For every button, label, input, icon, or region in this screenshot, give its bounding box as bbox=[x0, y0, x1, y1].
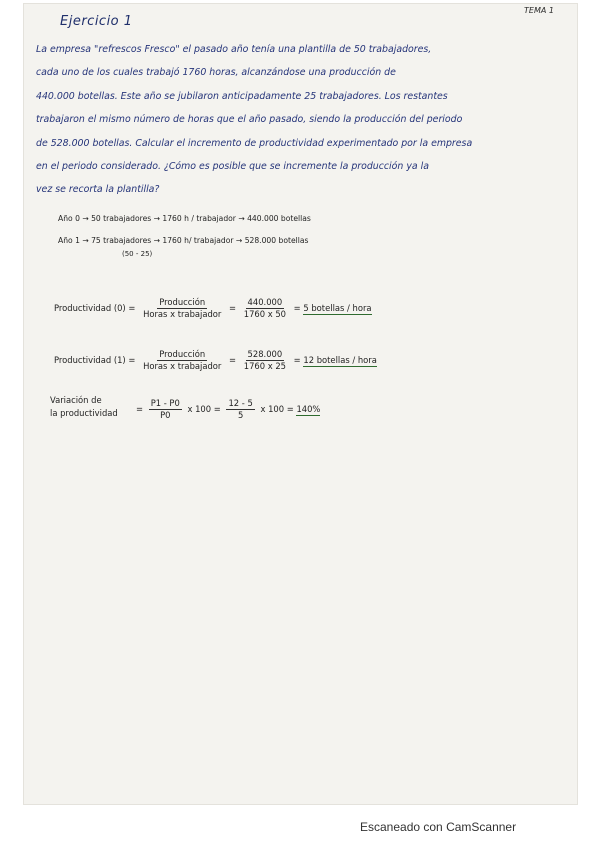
multiply-sign: x 100 = bbox=[260, 404, 294, 414]
equals-sign: = bbox=[293, 303, 301, 313]
statement-line: La empresa "refrescos Fresco" el pasado año tenía una plantilla de 50 trabajadores, bbox=[36, 44, 432, 55]
scanned-page bbox=[24, 4, 577, 804]
multiply-sign: x 100 = bbox=[187, 404, 221, 414]
fraction bbox=[226, 398, 254, 421]
statement-line: vez se recorta la plantilla? bbox=[36, 184, 160, 196]
fraction-numerator: Producción bbox=[159, 297, 206, 307]
fraction-numerator: 440.000 bbox=[247, 297, 283, 307]
scanner-watermark: Escaneado con CamScanner bbox=[360, 820, 517, 834]
year1-line: Año 1 → 75 trabajadores → 1760 h/ trabajador → 528.000 botellas bbox=[58, 236, 309, 245]
productivity-1-formula bbox=[54, 349, 377, 372]
topic-label: TEMA 1 bbox=[524, 6, 554, 15]
variation-label-line: la productividad bbox=[50, 408, 118, 418]
formula-label: Productividad (0) = bbox=[54, 303, 136, 313]
fraction-numerator: 12 - 5 bbox=[228, 398, 253, 408]
fraction-denominator: 1760 x 25 bbox=[243, 361, 286, 371]
year0-line: Año 0 → 50 trabajadores → 1760 h / trabajador → 440.000 botellas bbox=[58, 214, 311, 223]
equals-sign: = bbox=[136, 404, 144, 414]
fraction-denominator: Horas x trabajador bbox=[143, 309, 222, 319]
fraction-numerator: Producción bbox=[159, 349, 206, 359]
statement-line: 440.000 botellas. Este año se jubilaron anticipadamente 25 trabajadores. Los restantes bbox=[36, 90, 448, 102]
fraction bbox=[242, 297, 288, 320]
fraction-denominator: 1760 x 50 bbox=[243, 309, 286, 319]
problem-statement bbox=[36, 38, 556, 202]
fraction bbox=[242, 349, 288, 372]
fraction-numerator: P1 - P0 bbox=[150, 398, 180, 408]
variation-label bbox=[50, 394, 118, 420]
fraction-denominator: P0 bbox=[160, 410, 171, 420]
result-underlined: 12 botellas / hora bbox=[303, 355, 377, 365]
result-underlined: 140% bbox=[296, 404, 321, 414]
exercise-title: Ejercicio 1 bbox=[60, 14, 133, 29]
fraction bbox=[141, 349, 223, 372]
statement-line: en el periodo considerado. ¿Cómo es posible que se incremente la producción ya la bbox=[36, 161, 429, 173]
year1-note: (50 - 25) bbox=[122, 250, 153, 258]
formula-label: Productividad (1) = bbox=[54, 355, 136, 365]
variation-label-line: Variación de bbox=[50, 395, 102, 405]
fraction-numerator: 528.000 bbox=[247, 349, 283, 359]
productivity-0-formula bbox=[54, 297, 372, 320]
fraction bbox=[141, 297, 223, 320]
fraction-denominator: 5 bbox=[237, 410, 244, 420]
statement-line: cada uno de los cuales trabajó 1760 horas, alcanzándose una producción de bbox=[36, 67, 396, 79]
result-underlined: 5 botellas / hora bbox=[303, 303, 372, 313]
equals-sign: = bbox=[229, 355, 237, 365]
equals-sign: = bbox=[293, 355, 301, 365]
equals-sign: = bbox=[229, 303, 237, 313]
variation-formula bbox=[136, 398, 320, 421]
fraction-denominator: Horas x trabajador bbox=[143, 361, 222, 371]
statement-line: trabajaron el mismo número de horas que el año pasado, siendo la producción del periodo bbox=[36, 114, 463, 126]
statement-line: de 528.000 botellas. Calcular el incremento de productividad experimentado por la empresa bbox=[36, 137, 473, 149]
fraction bbox=[149, 398, 182, 421]
